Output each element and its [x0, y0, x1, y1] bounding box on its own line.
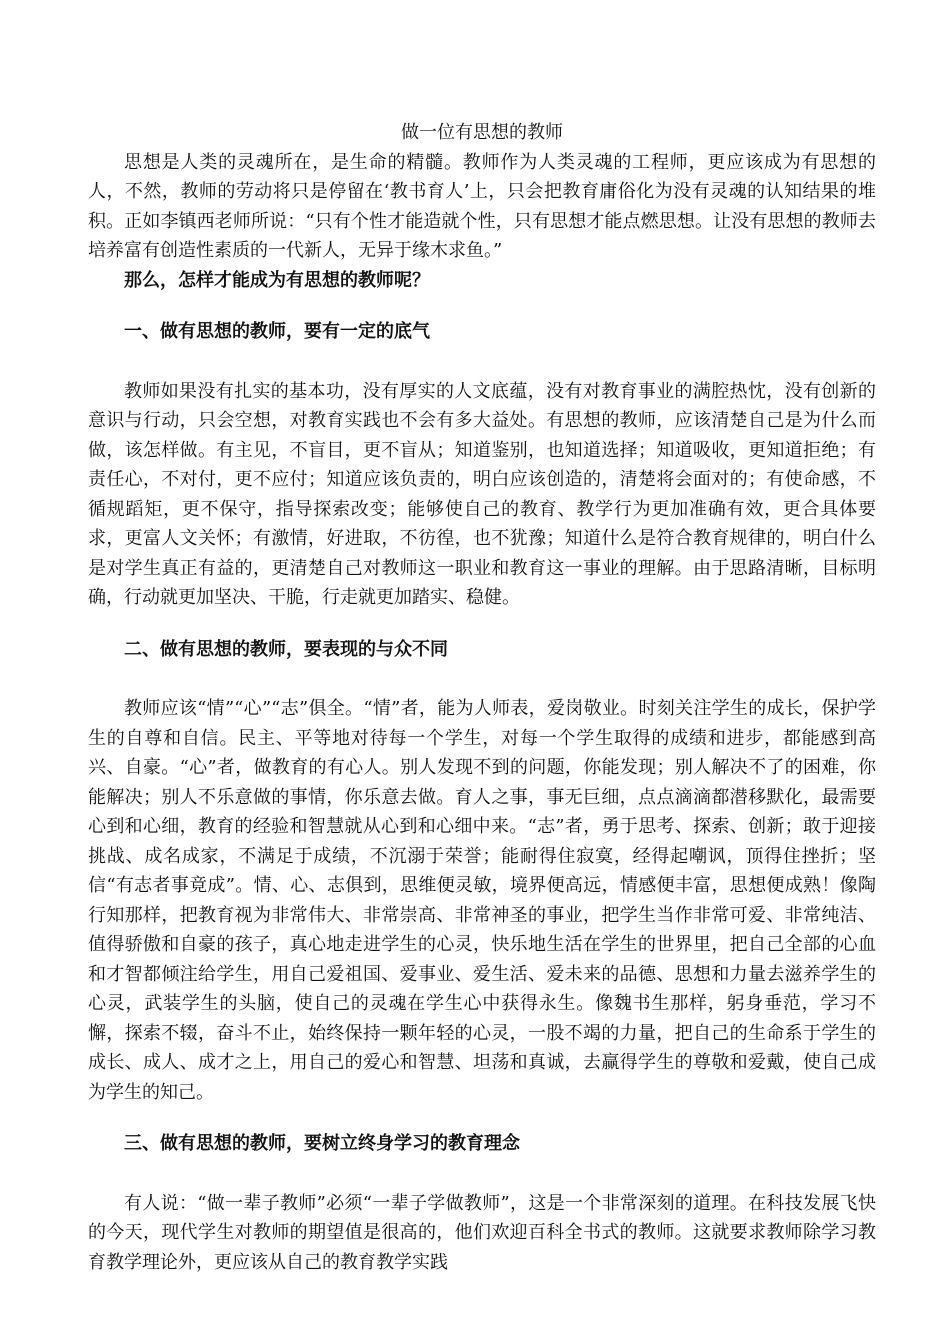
section-1-heading: 一、做有思想的教师，要有一定的底气	[124, 321, 430, 342]
section-3-paragraph: 有人说：“做一辈子教师”必须“一辈子学做教师”，这是一个非常深刻的道理。在科技发展飞快的今天，现代学生对教师的期望值是很高的，他们欢迎百科全书式的教师。这就要求教师除学习教育教学理论外，更应该从自己的教育教学实践	[88, 1192, 876, 1273]
section-1-paragraph: 教师如果没有扎实的基本功，没有厚实的人文底蕴，没有对教育事业的满腔热忱，没有创新的意识与行动，只会空想，对教育实践也不会有多大益处。有思想的教师，应该清楚自己是为什么而做，该怎样做。有主见，不盲目，更不盲从；知道鉴别，也知道选择；知道吸收，更知道拒绝；有责任心，不对付，更不应付；知道应该负责的，明白应该创造的，清楚将会面对的；有使命感，不循规蹈矩，更不保守，指导探索改变；能够使自己的教育、教学行为更加准确有效，更合具体要求，更富人文关怀；有激情，好进取，不彷徨，也不犹豫；知道什么是符合教育规律的，明白什么是对学生真正有益的，更清楚自己对教师这一职业和教育这一事业的理解。由于思路清晰，目标明确，行动就更加坚决、干脆，行走就更加踏实、稳健。	[88, 380, 876, 608]
section-2-heading: 二、做有思想的教师，要表现的与众不同	[124, 638, 448, 660]
section-3-heading: 三、做有思想的教师，要树立终身学习的教育理念	[124, 1133, 520, 1154]
section-2-paragraph: 教师应该“情”“心”“志”俱全。“情”者，能为人师表，爱岗敬业。时刻关注学生的成长，保护学生的自尊和自信。民主、平等地对待每一个学生，对每一个学生取得的成绩和进步，都能感到高兴、自豪。“心”者，做教育的有心人。别人发现不到的问题，你能发现；别人解决不了的困难，你能解决；别人不乐意做的事情，你乐意去做。育人之事，事无巨细，点点滴滴都潜移默化，最需要心到和心细，教育的经验和智慧就从心到和心细中来。“志”者，勇于思考、探索、创新；敢于迎接挑战、成名成家，不满足于成绩，不沉溺于荣誉；能耐得住寂寞，经得起嘲讽，顶得住挫折；坚信“有志者事竟成”。情、心、志俱到，思维便灵敏，境界便高远，情感便丰富，思想便成熟！像陶行知那样，把教育视为非常伟大、非常崇高、非常神圣的事业，把学生当作非常可爱、非常纯洁、值得骄傲和自豪的孩子，真心地走进学生的心灵，快乐地生活在学生的世界里，把自己全部的心血和才智都倾注给学生，用自己爱祖国、爱事业、爱生活、爱未来的品德、思想和力量去滋养学生的心灵，武装学生的头脑，使自己的灵魂在学生心中获得永生。像魏书生那样，躬身垂范，学习不懈，探索不辍，奋斗不止，始终保持一颗年轻的心灵，一股不竭的力量，把自己的生命系于学生的成长、成人、成才之上，用自己的爱心和智慧、坦荡和真诚，去赢得学生的尊敬和爱戴，使自己成为学生的知己。	[88, 698, 876, 1103]
intro-paragraph: 思想是人类的灵魂所在，是生命的精髓。教师作为人类灵魂的工程师，更应该成为有思想的人，不然，教师的劳动将只是停留在‘教书育人’上，只会把教育庸俗化为没有灵魂的认知结果的堆积。正如李镇西老师所说：“只有个性才能造就个性，只有思想才能点燃思想。让没有思想的教师去培养富有创造性素质的一代新人，无异于缘木求鱼。”	[88, 151, 876, 261]
document-page	[88, 118, 876, 1277]
document-title: 做一位有思想的教师	[401, 122, 563, 143]
guiding-question: 那么，怎样才能成为有思想的教师呢？	[124, 269, 430, 291]
